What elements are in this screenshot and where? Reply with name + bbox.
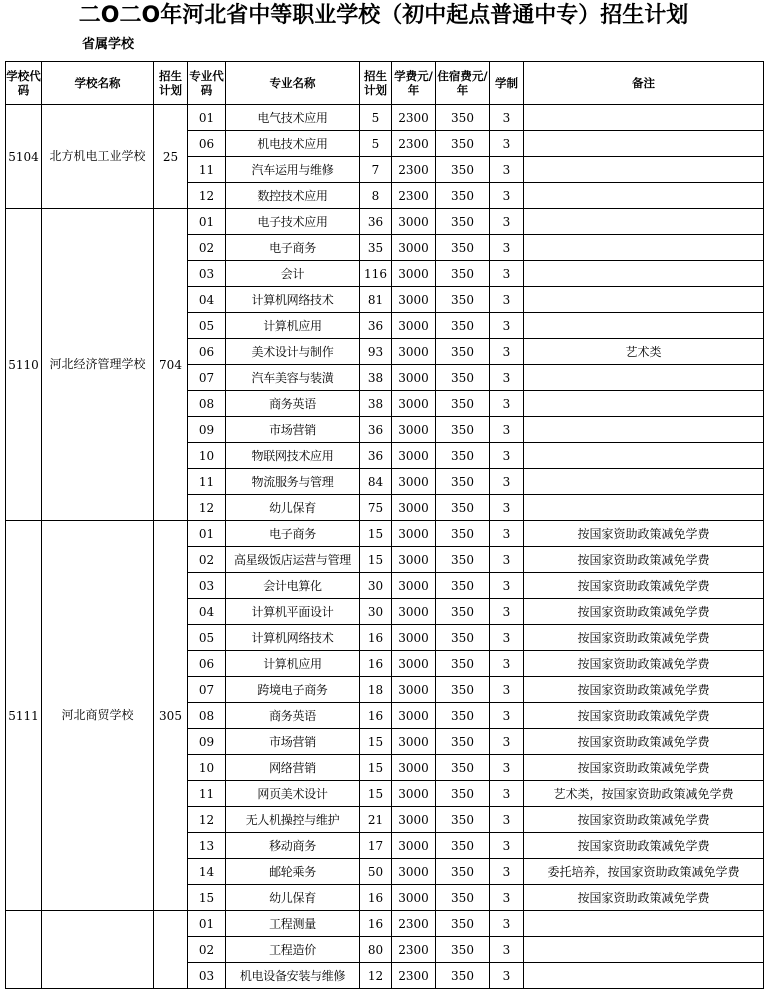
major-name-cell: 汽车运用与维修 (226, 157, 360, 183)
tuition-cell: 3000 (392, 573, 436, 599)
major-quota-cell: 7 (360, 157, 392, 183)
lodging-cell: 350 (436, 729, 490, 755)
table-header-row (6, 62, 764, 105)
note-cell (524, 937, 764, 963)
lodging-cell: 350 (436, 911, 490, 937)
major-quota-cell: 36 (360, 443, 392, 469)
tuition-cell: 3000 (392, 391, 436, 417)
major-name-cell: 计算机平面设计 (226, 599, 360, 625)
major-name-cell: 商务英语 (226, 703, 360, 729)
lodging-cell: 350 (436, 599, 490, 625)
major-code-cell: 12 (188, 807, 226, 833)
duration-cell: 3 (490, 859, 524, 885)
duration-cell: 3 (490, 157, 524, 183)
note-cell: 按国家资助政策减免学费 (524, 703, 764, 729)
duration-cell: 3 (490, 495, 524, 521)
lodging-cell: 350 (436, 469, 490, 495)
lodging-cell: 350 (436, 105, 490, 131)
major-code-cell: 05 (188, 313, 226, 339)
duration-cell: 3 (490, 573, 524, 599)
section-subtitle: 省属学校 (82, 37, 135, 52)
duration-cell: 3 (490, 105, 524, 131)
header-duration: 学制 (490, 62, 524, 105)
major-name-cell: 幼儿保育 (226, 885, 360, 911)
major-name-cell: 高星级饭店运营与管理 (226, 547, 360, 573)
lodging-cell: 350 (436, 937, 490, 963)
major-code-cell: 03 (188, 573, 226, 599)
header-school-name: 学校名称 (42, 62, 154, 105)
major-quota-cell: 15 (360, 755, 392, 781)
header-tuition: 学费元/年 (392, 62, 436, 105)
tuition-cell: 3000 (392, 885, 436, 911)
lodging-cell: 350 (436, 573, 490, 599)
major-name-cell: 工程测量 (226, 911, 360, 937)
tuition-cell: 2300 (392, 963, 436, 989)
major-quota-cell: 16 (360, 651, 392, 677)
major-quota-cell: 35 (360, 235, 392, 261)
major-quota-cell: 36 (360, 417, 392, 443)
note-cell: 按国家资助政策减免学费 (524, 651, 764, 677)
tuition-cell: 2300 (392, 911, 436, 937)
major-quota-cell: 50 (360, 859, 392, 885)
note-cell: 按国家资助政策减免学费 (524, 599, 764, 625)
duration-cell: 3 (490, 885, 524, 911)
note-cell (524, 209, 764, 235)
lodging-cell: 350 (436, 131, 490, 157)
lodging-cell: 350 (436, 703, 490, 729)
page-title: 二O二O年河北省中等职业学校（初中起点普通中专）招生计划 (78, 3, 689, 28)
major-code-cell: 04 (188, 287, 226, 313)
major-quota-cell: 15 (360, 781, 392, 807)
major-name-cell: 电子技术应用 (226, 209, 360, 235)
tuition-cell: 3000 (392, 807, 436, 833)
tuition-cell: 3000 (392, 755, 436, 781)
note-cell (524, 157, 764, 183)
note-cell (524, 365, 764, 391)
major-quota-cell: 30 (360, 599, 392, 625)
major-name-cell: 机电技术应用 (226, 131, 360, 157)
major-quota-cell: 15 (360, 729, 392, 755)
lodging-cell: 350 (436, 313, 490, 339)
lodging-cell: 350 (436, 417, 490, 443)
school-code-cell: 5104 (6, 105, 42, 209)
duration-cell: 3 (490, 365, 524, 391)
table-row (6, 911, 764, 937)
major-name-cell: 市场营销 (226, 417, 360, 443)
tuition-cell: 3000 (392, 261, 436, 287)
lodging-cell: 350 (436, 443, 490, 469)
major-code-cell: 01 (188, 911, 226, 937)
major-quota-cell: 16 (360, 885, 392, 911)
header-major-quota: 招生计划 (360, 62, 392, 105)
tuition-cell: 3000 (392, 339, 436, 365)
note-cell: 按国家资助政策减免学费 (524, 755, 764, 781)
school-code-cell: 5111 (6, 521, 42, 911)
tuition-cell: 3000 (392, 859, 436, 885)
school-code-cell (6, 911, 42, 989)
major-code-cell: 07 (188, 365, 226, 391)
major-name-cell: 市场营销 (226, 729, 360, 755)
tuition-cell: 2300 (392, 105, 436, 131)
lodging-cell: 350 (436, 755, 490, 781)
major-name-cell: 美术设计与制作 (226, 339, 360, 365)
major-code-cell: 01 (188, 521, 226, 547)
lodging-cell: 350 (436, 495, 490, 521)
duration-cell: 3 (490, 547, 524, 573)
lodging-cell: 350 (436, 625, 490, 651)
major-name-cell: 无人机操控与维护 (226, 807, 360, 833)
lodging-cell: 350 (436, 963, 490, 989)
duration-cell: 3 (490, 183, 524, 209)
lodging-cell: 350 (436, 287, 490, 313)
table-row (6, 209, 764, 235)
note-cell (524, 183, 764, 209)
major-code-cell: 12 (188, 183, 226, 209)
note-cell (524, 287, 764, 313)
major-quota-cell: 5 (360, 105, 392, 131)
tuition-cell: 3000 (392, 443, 436, 469)
lodging-cell: 350 (436, 547, 490, 573)
duration-cell: 3 (490, 599, 524, 625)
lodging-cell: 350 (436, 235, 490, 261)
tuition-cell: 3000 (392, 209, 436, 235)
duration-cell: 3 (490, 651, 524, 677)
lodging-cell: 350 (436, 651, 490, 677)
tuition-cell: 3000 (392, 625, 436, 651)
tuition-cell: 3000 (392, 313, 436, 339)
tuition-cell: 3000 (392, 651, 436, 677)
note-cell: 按国家资助政策减免学费 (524, 807, 764, 833)
duration-cell: 3 (490, 807, 524, 833)
major-quota-cell: 36 (360, 313, 392, 339)
note-cell: 艺术类 (524, 339, 764, 365)
school-name-cell: 河北经济管理学校 (42, 209, 154, 521)
note-cell (524, 417, 764, 443)
major-quota-cell: 12 (360, 963, 392, 989)
major-name-cell: 商务英语 (226, 391, 360, 417)
major-quota-cell: 16 (360, 625, 392, 651)
major-name-cell: 物流服务与管理 (226, 469, 360, 495)
major-code-cell: 06 (188, 131, 226, 157)
lodging-cell: 350 (436, 833, 490, 859)
major-code-cell: 02 (188, 937, 226, 963)
duration-cell: 3 (490, 963, 524, 989)
tuition-cell: 3000 (392, 495, 436, 521)
school-name-cell (42, 911, 154, 989)
duration-cell: 3 (490, 937, 524, 963)
duration-cell: 3 (490, 261, 524, 287)
lodging-cell: 350 (436, 183, 490, 209)
duration-cell: 3 (490, 677, 524, 703)
major-code-cell: 05 (188, 625, 226, 651)
note-cell (524, 911, 764, 937)
tuition-cell: 3000 (392, 235, 436, 261)
major-code-cell: 02 (188, 547, 226, 573)
tuition-cell: 2300 (392, 157, 436, 183)
duration-cell: 3 (490, 755, 524, 781)
major-code-cell: 12 (188, 495, 226, 521)
major-code-cell: 07 (188, 677, 226, 703)
header-notes: 备注 (524, 62, 764, 105)
header-school-code: 学校代码 (6, 62, 42, 105)
major-code-cell: 10 (188, 443, 226, 469)
note-cell (524, 235, 764, 261)
header-lodging: 住宿费元/年 (436, 62, 490, 105)
major-code-cell: 01 (188, 209, 226, 235)
major-code-cell: 10 (188, 755, 226, 781)
school-quota-cell: 704 (154, 209, 188, 521)
note-cell: 按国家资助政策减免学费 (524, 573, 764, 599)
tuition-cell: 3000 (392, 547, 436, 573)
note-cell (524, 391, 764, 417)
major-name-cell: 电气技术应用 (226, 105, 360, 131)
tuition-cell: 3000 (392, 287, 436, 313)
major-quota-cell: 93 (360, 339, 392, 365)
tuition-cell: 3000 (392, 469, 436, 495)
major-code-cell: 08 (188, 391, 226, 417)
note-cell: 按国家资助政策减免学费 (524, 521, 764, 547)
duration-cell: 3 (490, 313, 524, 339)
major-code-cell: 11 (188, 469, 226, 495)
major-code-cell: 11 (188, 781, 226, 807)
duration-cell: 3 (490, 417, 524, 443)
major-name-cell: 会计 (226, 261, 360, 287)
major-quota-cell: 36 (360, 209, 392, 235)
major-quota-cell: 18 (360, 677, 392, 703)
tuition-cell: 2300 (392, 937, 436, 963)
major-code-cell: 09 (188, 729, 226, 755)
duration-cell: 3 (490, 391, 524, 417)
tuition-cell: 3000 (392, 729, 436, 755)
lodging-cell: 350 (436, 807, 490, 833)
note-cell: 按国家资助政策减免学费 (524, 833, 764, 859)
major-name-cell: 汽车美容与装潢 (226, 365, 360, 391)
major-code-cell: 09 (188, 417, 226, 443)
major-name-cell: 工程造价 (226, 937, 360, 963)
note-cell: 艺术类，按国家资助政策减免学费 (524, 781, 764, 807)
major-code-cell: 04 (188, 599, 226, 625)
major-name-cell: 电子商务 (226, 521, 360, 547)
major-quota-cell: 16 (360, 911, 392, 937)
major-name-cell: 数控技术应用 (226, 183, 360, 209)
duration-cell: 3 (490, 131, 524, 157)
major-quota-cell: 17 (360, 833, 392, 859)
enrollment-plan-table (5, 61, 764, 989)
tuition-cell: 3000 (392, 677, 436, 703)
major-name-cell: 邮轮乘务 (226, 859, 360, 885)
major-quota-cell: 8 (360, 183, 392, 209)
duration-cell: 3 (490, 287, 524, 313)
major-name-cell: 计算机网络技术 (226, 625, 360, 651)
lodging-cell: 350 (436, 677, 490, 703)
school-code-cell: 5110 (6, 209, 42, 521)
note-cell: 委托培养，按国家资助政策减免学费 (524, 859, 764, 885)
tuition-cell: 3000 (392, 599, 436, 625)
school-quota-cell: 305 (154, 521, 188, 911)
major-name-cell: 机电设备安装与维修 (226, 963, 360, 989)
duration-cell: 3 (490, 911, 524, 937)
duration-cell: 3 (490, 339, 524, 365)
note-cell (524, 131, 764, 157)
note-cell: 按国家资助政策减免学费 (524, 547, 764, 573)
major-name-cell: 跨境电子商务 (226, 677, 360, 703)
table-row (6, 105, 764, 131)
major-quota-cell: 38 (360, 365, 392, 391)
lodging-cell: 350 (436, 859, 490, 885)
note-cell: 按国家资助政策减免学费 (524, 729, 764, 755)
tuition-cell: 3000 (392, 417, 436, 443)
note-cell (524, 495, 764, 521)
tuition-cell: 3000 (392, 781, 436, 807)
duration-cell: 3 (490, 625, 524, 651)
major-code-cell: 13 (188, 833, 226, 859)
duration-cell: 3 (490, 469, 524, 495)
major-name-cell: 计算机应用 (226, 651, 360, 677)
tuition-cell: 2300 (392, 183, 436, 209)
major-name-cell: 移动商务 (226, 833, 360, 859)
major-code-cell: 02 (188, 235, 226, 261)
major-code-cell: 15 (188, 885, 226, 911)
header-major-code: 专业代码 (188, 62, 226, 105)
duration-cell: 3 (490, 781, 524, 807)
lodging-cell: 350 (436, 521, 490, 547)
duration-cell: 3 (490, 703, 524, 729)
major-name-cell: 物联网技术应用 (226, 443, 360, 469)
lodging-cell: 350 (436, 339, 490, 365)
note-cell (524, 469, 764, 495)
header-quota: 招生计划 (154, 62, 188, 105)
major-quota-cell: 84 (360, 469, 392, 495)
lodging-cell: 350 (436, 885, 490, 911)
table-body (6, 105, 764, 989)
major-code-cell: 06 (188, 339, 226, 365)
note-cell (524, 105, 764, 131)
duration-cell: 3 (490, 235, 524, 261)
tuition-cell: 3000 (392, 833, 436, 859)
table-row (6, 521, 764, 547)
lodging-cell: 350 (436, 365, 490, 391)
major-quota-cell: 30 (360, 573, 392, 599)
major-code-cell: 14 (188, 859, 226, 885)
major-quota-cell: 16 (360, 703, 392, 729)
duration-cell: 3 (490, 521, 524, 547)
lodging-cell: 350 (436, 209, 490, 235)
major-quota-cell: 80 (360, 937, 392, 963)
lodging-cell: 350 (436, 157, 490, 183)
school-name-cell: 北方机电工业学校 (42, 105, 154, 209)
lodging-cell: 350 (436, 261, 490, 287)
major-quota-cell: 75 (360, 495, 392, 521)
header-major-name: 专业名称 (226, 62, 360, 105)
major-quota-cell: 5 (360, 131, 392, 157)
major-name-cell: 电子商务 (226, 235, 360, 261)
major-name-cell: 幼儿保育 (226, 495, 360, 521)
major-quota-cell: 81 (360, 287, 392, 313)
major-code-cell: 03 (188, 963, 226, 989)
duration-cell: 3 (490, 443, 524, 469)
major-name-cell: 网页美术设计 (226, 781, 360, 807)
note-cell (524, 261, 764, 287)
lodging-cell: 350 (436, 391, 490, 417)
note-cell: 按国家资助政策减免学费 (524, 625, 764, 651)
major-name-cell: 会计电算化 (226, 573, 360, 599)
note-cell: 按国家资助政策减免学费 (524, 677, 764, 703)
tuition-cell: 2300 (392, 131, 436, 157)
major-code-cell: 11 (188, 157, 226, 183)
tuition-cell: 3000 (392, 703, 436, 729)
tuition-cell: 3000 (392, 521, 436, 547)
major-code-cell: 01 (188, 105, 226, 131)
school-name-cell: 河北商贸学校 (42, 521, 154, 911)
major-name-cell: 网络营销 (226, 755, 360, 781)
school-quota-cell (154, 911, 188, 989)
major-code-cell: 08 (188, 703, 226, 729)
major-quota-cell: 15 (360, 521, 392, 547)
major-code-cell: 03 (188, 261, 226, 287)
major-quota-cell: 15 (360, 547, 392, 573)
duration-cell: 3 (490, 729, 524, 755)
tuition-cell: 3000 (392, 365, 436, 391)
major-name-cell: 计算机网络技术 (226, 287, 360, 313)
duration-cell: 3 (490, 209, 524, 235)
duration-cell: 3 (490, 833, 524, 859)
major-quota-cell: 38 (360, 391, 392, 417)
major-quota-cell: 116 (360, 261, 392, 287)
major-name-cell: 计算机应用 (226, 313, 360, 339)
note-cell (524, 443, 764, 469)
major-code-cell: 06 (188, 651, 226, 677)
lodging-cell: 350 (436, 781, 490, 807)
major-quota-cell: 21 (360, 807, 392, 833)
note-cell: 按国家资助政策减免学费 (524, 885, 764, 911)
school-quota-cell: 25 (154, 105, 188, 209)
note-cell (524, 313, 764, 339)
